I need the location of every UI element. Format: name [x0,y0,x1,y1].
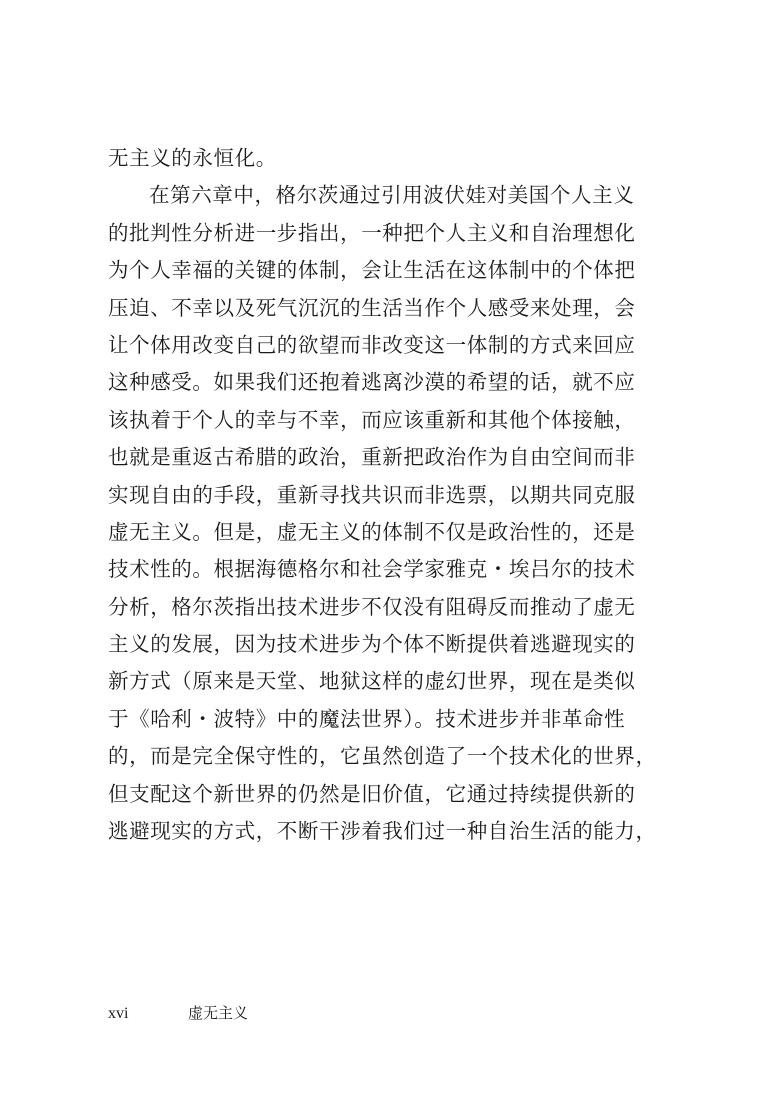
page-footer [108,1003,248,1024]
paragraph-first-line: 在第六章中，格尔茨通过引用波伏娃对美国个人主义 [149,183,635,208]
text-line: 于《哈利・波特》中的魔法世界）。技术进步并非革命性 [108,706,626,731]
text-line: 也就是重返古希腊的政治，重新把政治作为自由空间而非 [108,445,636,470]
running-title: 虚无主义 [188,1004,249,1022]
text-line: 无主义的永恒化。 [108,146,277,170]
text-line: 这种感受。如果我们还抱着逃离沙漠的希望的话，就不应 [108,370,636,395]
text-line: 压迫、不幸以及死气沉沉的生活当作个人感受来处理，会 [108,295,636,320]
page-number: xvi [108,1005,129,1022]
text-line: 该执着于个人的幸与不幸，而应该重新和其他个体接触， [108,407,636,432]
text-line: 新方式（原来是天堂、地狱这样的虚幻世界，现在是类似 [108,669,636,694]
text-line: 的批判性分析进一步指出，一种把个人主义和自治理想化 [108,220,636,245]
text-line: 虚无主义。但是，虚无主义的体制不仅是政治性的，还是 [108,519,636,544]
text-line: 技术性的。根据海德格尔和社会学家雅克・埃吕尔的技术 [108,557,636,582]
text-line: 实现自由的手段，重新寻找共识而非选票，以期共同克服 [108,482,636,507]
body-text [108,140,668,850]
text-line: 分析，格尔茨指出技术进步不仅没有阻碍反而推动了虚无 [108,594,636,619]
text-line: 的，而是完全保守性的，它虽然创造了一个技术化的世界， [108,744,657,769]
text-line: 让个体用改变自己的欲望而非改变这一体制的方式来回应 [108,332,636,357]
text-line: 逃避现实的方式，不断干涉着我们过一种自治生活的能力， [108,819,657,844]
text-line: 主义的发展，因为技术进步为个体不断提供着逃避现实的 [108,632,636,657]
text-line: 为个人幸福的关键的体制，会让生活在这体制中的个体把 [108,258,636,283]
text-line: 但支配这个新世界的仍然是旧价值，它通过持续提供新的 [108,781,636,806]
